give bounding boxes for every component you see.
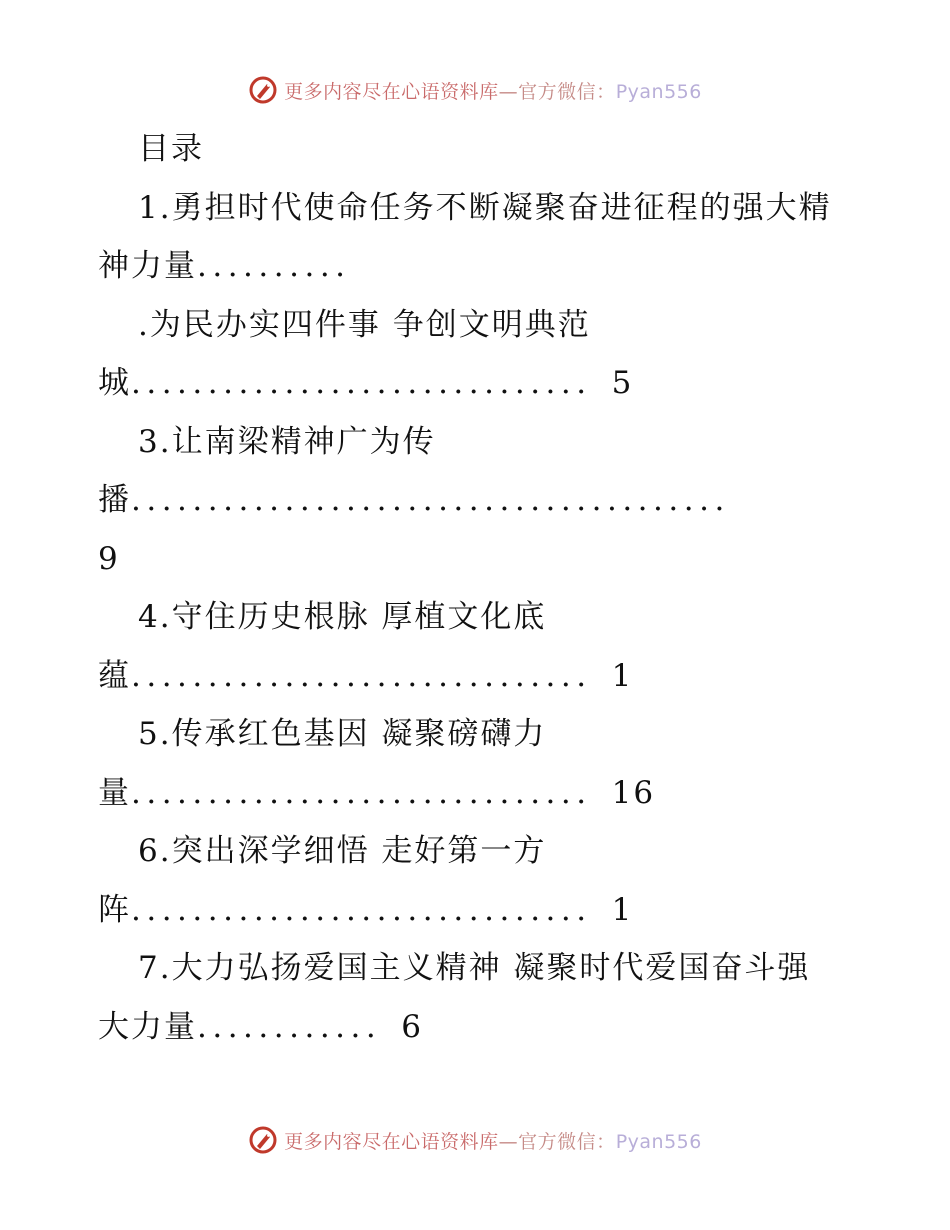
toc-line: 播....................................... <box>98 482 730 518</box>
toc-heading: 目录 <box>138 131 204 167</box>
table-of-contents <box>98 120 868 1056</box>
toc-leader-dots: .............................. <box>131 774 592 811</box>
toc-leader-dots: .............................. <box>131 365 592 401</box>
toc-page-number: 1 <box>611 891 634 928</box>
toc-line: 神力量.......... <box>98 248 351 284</box>
toc-leader-dots: .......... <box>197 248 351 284</box>
toc-line: 阵.............................. 1 <box>98 891 634 928</box>
toc-line: 5.传承红色基因 凝聚磅礴力 <box>138 716 547 752</box>
footer-watermark-banner <box>0 1120 950 1160</box>
toc-leader-dots: .............................. <box>131 891 592 928</box>
banner-title: 更多内容尽在心语资料库 <box>284 80 499 103</box>
toc-line: 城.............................. 5 <box>98 365 634 401</box>
toc-leader-dots: .............................. <box>131 657 592 694</box>
toc-page-number: 16 <box>611 774 656 811</box>
toc-line: 大力量............ 6 <box>98 1008 423 1045</box>
banner-dash: — <box>498 80 519 103</box>
banner-title: 更多内容尽在心语资料库 <box>284 1130 499 1153</box>
toc-line: 蕴.............................. 1 <box>98 657 634 694</box>
toc-line: 3.让南梁精神广为传 <box>138 423 436 460</box>
toc-line: 7.大力弘扬爱国主义精神 凝聚时代爱国奋斗强 <box>138 950 811 986</box>
banner-wechat-id: Pyan556 <box>615 80 702 103</box>
pen-nib-logo-icon <box>248 1125 278 1155</box>
banner-wechat-id: Pyan556 <box>615 1130 702 1153</box>
header-watermark-banner <box>0 70 950 110</box>
toc-line: .为民办实四件事 争创文明典范 <box>138 306 591 343</box>
toc-page-number: 5 <box>611 365 634 401</box>
toc-line: 量.............................. 16 <box>98 774 656 811</box>
toc-page-number: 6 <box>401 1008 423 1045</box>
toc-page-number: 9 <box>98 540 120 577</box>
toc-line: 1.勇担时代使命任务不断凝聚奋进征程的强大精 <box>138 189 832 226</box>
banner-wechat-label: 官方微信： <box>518 80 616 103</box>
pen-nib-logo-icon <box>248 75 278 105</box>
banner-wechat-label: 官方微信： <box>518 1130 616 1153</box>
toc-leader-dots: ............ <box>197 1008 382 1045</box>
toc-line: 4.守住历史根脉 厚植文化底 <box>138 599 547 635</box>
banner-dash: — <box>498 1130 519 1153</box>
toc-page-number: 1 <box>611 657 634 694</box>
toc-line: 6.突出深学细悟 走好第一方 <box>138 833 547 869</box>
toc-leader-dots: ....................................... <box>131 482 730 518</box>
